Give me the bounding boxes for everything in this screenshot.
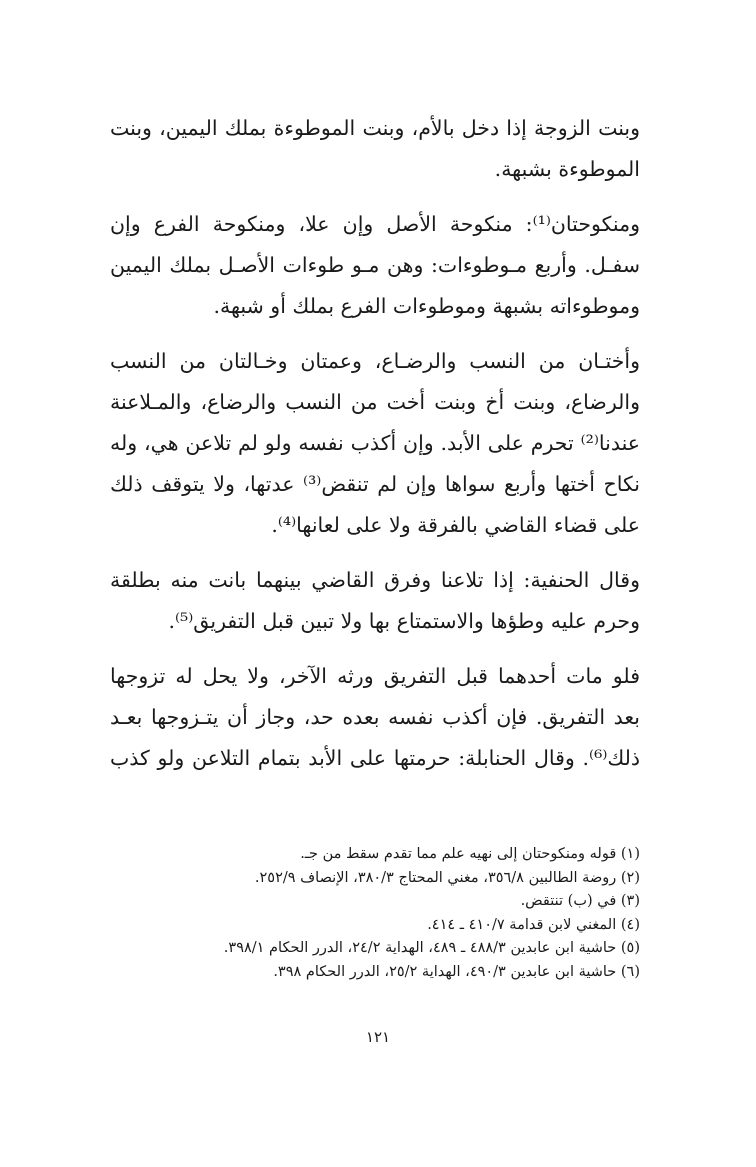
paragraph <box>110 560 640 642</box>
paragraph <box>110 204 640 327</box>
text-line: وقال الحنفية: إذا تلاعنا وفرق القاضي بينهما بانت منه بطلقة <box>110 568 640 592</box>
footnotes <box>140 843 640 984</box>
footnote: (٥) حاشية ابن عابدين ٤٨٨/٣ ـ ٤٨٩، الهداية ٢٤/٢، الدرر الحكام ٣٩٨/١. <box>223 940 640 956</box>
text-line: وبنت الزوجة إذا دخل بالأم، وبنت الموطوءة بملك اليمين، وبنت <box>110 116 640 140</box>
text-line: على قضاء القاضي بالفرقة ولا على لعانها⁽⁴⁾. <box>271 513 640 537</box>
footnote: (٤) المغني لابن قدامة ٤١٠/٧ ـ ٤١٤. <box>427 916 640 933</box>
text-line: وحرم عليه وطؤها والاستمتاع بها ولا تبين قبل التفريق⁽⁵⁾. <box>168 609 640 633</box>
main-text <box>110 108 640 793</box>
footnote: (٣) في (ب) تنتقض. <box>520 893 640 909</box>
text-line: والرضاع، وبنت أخ وبنت أخت من النسب والرضاع، والمـلاعنة <box>110 390 640 414</box>
text-line: وموطوءاته بشبهة وموطوءات الفرع بملك أو شبهة. <box>213 294 640 318</box>
paragraph <box>110 656 640 779</box>
paragraph <box>110 108 640 190</box>
text-line: نكاح أختها وأربع سواها وإن لم تنقض⁽³⁾ عدتها، ولا يتوقف ذلك <box>110 472 641 496</box>
footnote: (٦) حاشية ابن عابدين ٤٩٠/٣، الهداية ٢٥/٢، الدرر الحكام ٣٩٨. <box>273 963 640 980</box>
text-line: فلو مات أحدهما قبل التفريق ورثه الآخر، ولا يحل له تزوجها <box>110 664 640 688</box>
text-line: الموطوءة بشبهة. <box>494 157 640 181</box>
text-line: وأختـان من النسب والرضـاع، وعمتان وخـالتان من النسب <box>110 349 640 373</box>
text-line: عندنا⁽²⁾ تحرم على الأبد. وإن أكذب نفسه ولو لم تلاعن هي، وله <box>110 431 640 455</box>
text-line: بعد التفريق. فإن أكذب نفسه بعده حد، وجاز أن يتـزوجها بعـد <box>110 705 640 729</box>
text-line: سفـل. وأربع مـوطوءات: وهن مـو طوءات الأصـل بملك اليمين <box>110 253 640 277</box>
page-number: ١٢١ <box>365 1028 391 1046</box>
paragraph <box>110 341 640 546</box>
footnote: (١) قوله ومنكوحتان إلى نهيه علم مما تقدم سقط من جـ. <box>300 846 640 862</box>
footnote: (٢) روضة الطالبين ٣٥٦/٨، مغني المحتاج ٣٨٠/٣، الإنصاف ٢٥٢/٩. <box>254 869 640 886</box>
text-line: ذلك⁽⁶⁾. وقال الحنابلة: حرمتها على الأبد بتمام التلاعن ولو كذب <box>110 746 640 770</box>
text-line: ومنكوحتان⁽¹⁾: منكوحة الأصل وإن علا، ومنكوحة الفرع وإن <box>110 212 640 236</box>
